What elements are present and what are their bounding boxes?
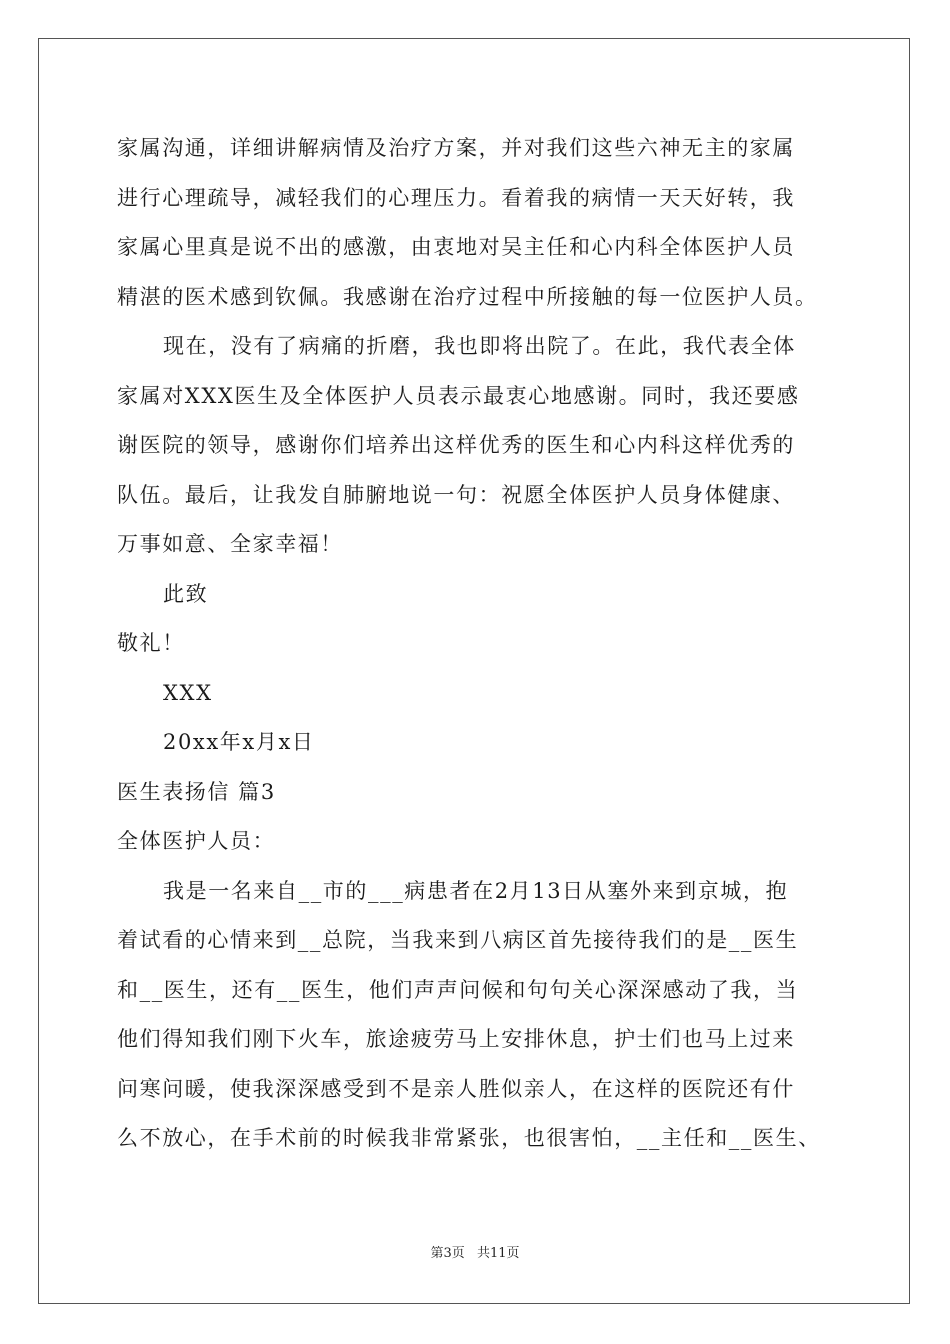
text-line: 家属对XXX医生及全体医护人员表示最衷心地感谢。同时，我还要感 [117, 383, 800, 408]
text-line: 队伍。最后，让我发自肺腑地说一句：祝愿全体医护人员身体健康、 [117, 482, 795, 507]
text-line: 他们得知我们刚下火车，旅途疲劳马上安排休息，护士们也马上过来 [117, 1027, 795, 1051]
text-line: 我是一名来自__市的___病患者在2月13日从塞外来到京城，抱 [163, 878, 789, 903]
text-line: 现在，没有了病痛的折磨，我也即将出院了。在此，我代表全体 [163, 334, 796, 358]
text-line: 问寒问暖，使我深深感受到不是亲人胜似亲人，在这样的医院还有什 [117, 1076, 795, 1101]
salutation-closing: 此致 [163, 581, 209, 606]
salutation-regards: 敬礼！ [117, 631, 185, 655]
page-total: 共11页 [476, 1246, 520, 1261]
text-line: 着试看的心情来到__总院，当我来到八病区首先接待我们的是__医生 [117, 928, 799, 952]
text-line: 么不放心，在手术前的时候我非常紧张，也很害怕，__主任和__医生、 [117, 1126, 821, 1150]
text-line: 精湛的医术感到钦佩。我感谢在治疗过程中所接触的每一位医护人员。 [117, 284, 818, 309]
document-body [117, 124, 837, 1164]
text-line: 谢医院的领导，感谢你们培养出这样优秀的医生和心内科这样优秀的 [117, 433, 795, 457]
text-line: 和__医生，还有__医生，他们声声问候和句句关心深深感动了我，当 [117, 977, 799, 1002]
letter-greeting: 全体医护人员： [117, 829, 276, 853]
text-line: 家属心里真是说不出的感激，由衷地对吴主任和心内科全体医护人员 [117, 235, 795, 259]
text-line: 家属沟通，详细讲解病情及治疗方案，并对我们这些六神无主的家属 [117, 136, 795, 160]
page-number: 第3页 [430, 1246, 465, 1261]
signature-date: 20xx年x月x日 [163, 730, 315, 754]
text-line: 万事如意、全家幸福！ [117, 532, 343, 556]
text-line: 进行心理疏导，减轻我们的心理压力。看着我的病情一天天好转，我 [117, 185, 795, 210]
signature-name: XXX [163, 680, 213, 705]
section-heading: 医生表扬信 篇3 [117, 779, 276, 804]
page-footer [0, 1245, 950, 1263]
